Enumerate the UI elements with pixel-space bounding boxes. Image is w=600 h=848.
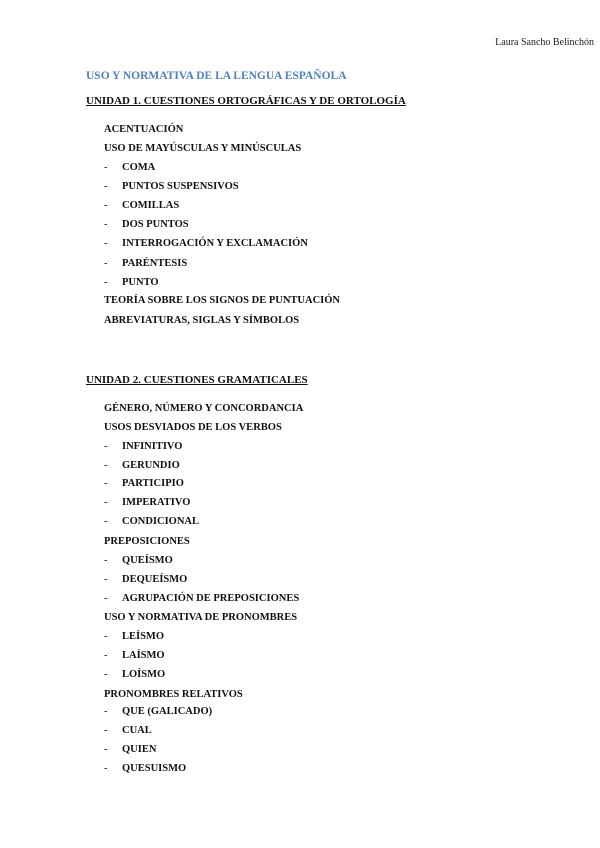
topic-item: TEORÍA SOBRE LOS SIGNOS DE PUNTUACIÓN [104, 295, 341, 306]
bullet-dash: - [104, 460, 108, 471]
bullet-item [104, 650, 165, 661]
bullet-text: DOS PUNTOS [122, 219, 189, 230]
bullet-dash: - [104, 478, 108, 489]
bullet-item [104, 238, 308, 249]
bullet-text: DEQUEÍSMO [122, 574, 188, 585]
bullet-text: LEÍSMO [122, 631, 165, 642]
bullet-item [104, 516, 199, 527]
bullet-dash: - [104, 258, 108, 269]
bullet-item [104, 574, 187, 585]
bullet-text: LAÍSMO [122, 650, 165, 661]
bullet-item [104, 744, 156, 755]
bullet-text: PUNTO [122, 277, 159, 288]
bullet-item [104, 460, 180, 471]
bullet-dash: - [104, 744, 108, 755]
bullet-text: CUAL [122, 725, 152, 736]
bullet-text: PUNTOS SUSPENSIVOS [122, 181, 239, 192]
bullet-item [104, 555, 173, 566]
document-title: USO Y NORMATIVA DE LA LENGUA ESPAÑOLA [86, 70, 347, 82]
bullet-dash: - [104, 763, 108, 774]
bullet-text: CONDICIONAL [122, 516, 200, 527]
bullet-dash: - [104, 516, 108, 527]
bullet-text: QUEÍSMO [122, 555, 173, 566]
topic-item: USO DE MAYÚSCULAS Y MINÚSCULAS [104, 143, 302, 154]
bullet-item [104, 631, 164, 642]
bullet-dash: - [104, 631, 108, 642]
bullet-dash: - [104, 181, 108, 192]
bullet-item [104, 219, 189, 230]
bullet-text: PARÉNTESIS [122, 258, 188, 269]
bullet-dash: - [104, 650, 108, 661]
bullet-dash: - [104, 725, 108, 736]
bullet-item [104, 725, 152, 736]
unit-heading: UNIDAD 2. CUESTIONES GRAMATICALES [86, 374, 308, 386]
bullet-item [104, 593, 299, 604]
bullet-dash: - [104, 162, 108, 173]
bullet-item [104, 181, 239, 192]
topic-item: GÉNERO, NÚMERO Y CONCORDANCIA [104, 403, 304, 414]
bullet-text: GERUNDIO [122, 460, 180, 471]
bullet-text: IMPERATIVO [122, 497, 191, 508]
bullet-item [104, 669, 165, 680]
bullet-item [104, 258, 187, 269]
bullet-item [104, 441, 182, 452]
bullet-text: QUESUISMO [122, 763, 187, 774]
bullet-dash: - [104, 200, 108, 211]
bullet-text: LOÍSMO [122, 669, 166, 680]
bullet-dash: - [104, 669, 108, 680]
topic-item: PRONOMBRES RELATIVOS [104, 689, 243, 700]
bullet-text: QUIEN [122, 744, 157, 755]
bullet-text: AGRUPACIÓN DE PREPOSICIONES [122, 593, 300, 604]
bullet-text: COMA [122, 162, 156, 173]
bullet-dash: - [104, 238, 108, 249]
bullet-dash: - [104, 277, 108, 288]
bullet-item [104, 162, 155, 173]
bullet-item [104, 763, 186, 774]
bullet-text: PARTICIPIO [122, 478, 184, 489]
bullet-dash: - [104, 706, 108, 717]
bullet-item [104, 478, 184, 489]
bullet-dash: - [104, 555, 108, 566]
bullet-dash: - [104, 497, 108, 508]
bullet-text: INTERROGACIÓN Y EXCLAMACIÓN [122, 238, 308, 249]
bullet-dash: - [104, 219, 108, 230]
bullet-text: COMILLAS [122, 200, 180, 211]
bullet-item [104, 277, 159, 288]
bullet-item [104, 706, 212, 717]
topic-item: USO Y NORMATIVA DE PRONOMBRES [104, 612, 298, 623]
bullet-dash: - [104, 574, 108, 585]
author-header: Laura Sancho Belinchón [495, 37, 594, 48]
topic-item: USOS DESVIADOS DE LOS VERBOS [104, 422, 282, 433]
topic-item: ACENTUACIÓN [104, 124, 184, 135]
bullet-text: QUE (GALICADO) [122, 706, 213, 717]
bullet-text: INFINITIVO [122, 441, 183, 452]
bullet-dash: - [104, 593, 108, 604]
unit-heading: UNIDAD 1. CUESTIONES ORTOGRÁFICAS Y DE ORTOLOGÍA [86, 95, 406, 107]
bullet-item [104, 200, 179, 211]
bullet-item [104, 497, 190, 508]
topic-item: ABREVIATURAS, SIGLAS Y SÍMBOLOS [104, 315, 300, 326]
bullet-dash: - [104, 441, 108, 452]
topic-item: PREPOSICIONES [104, 536, 190, 547]
